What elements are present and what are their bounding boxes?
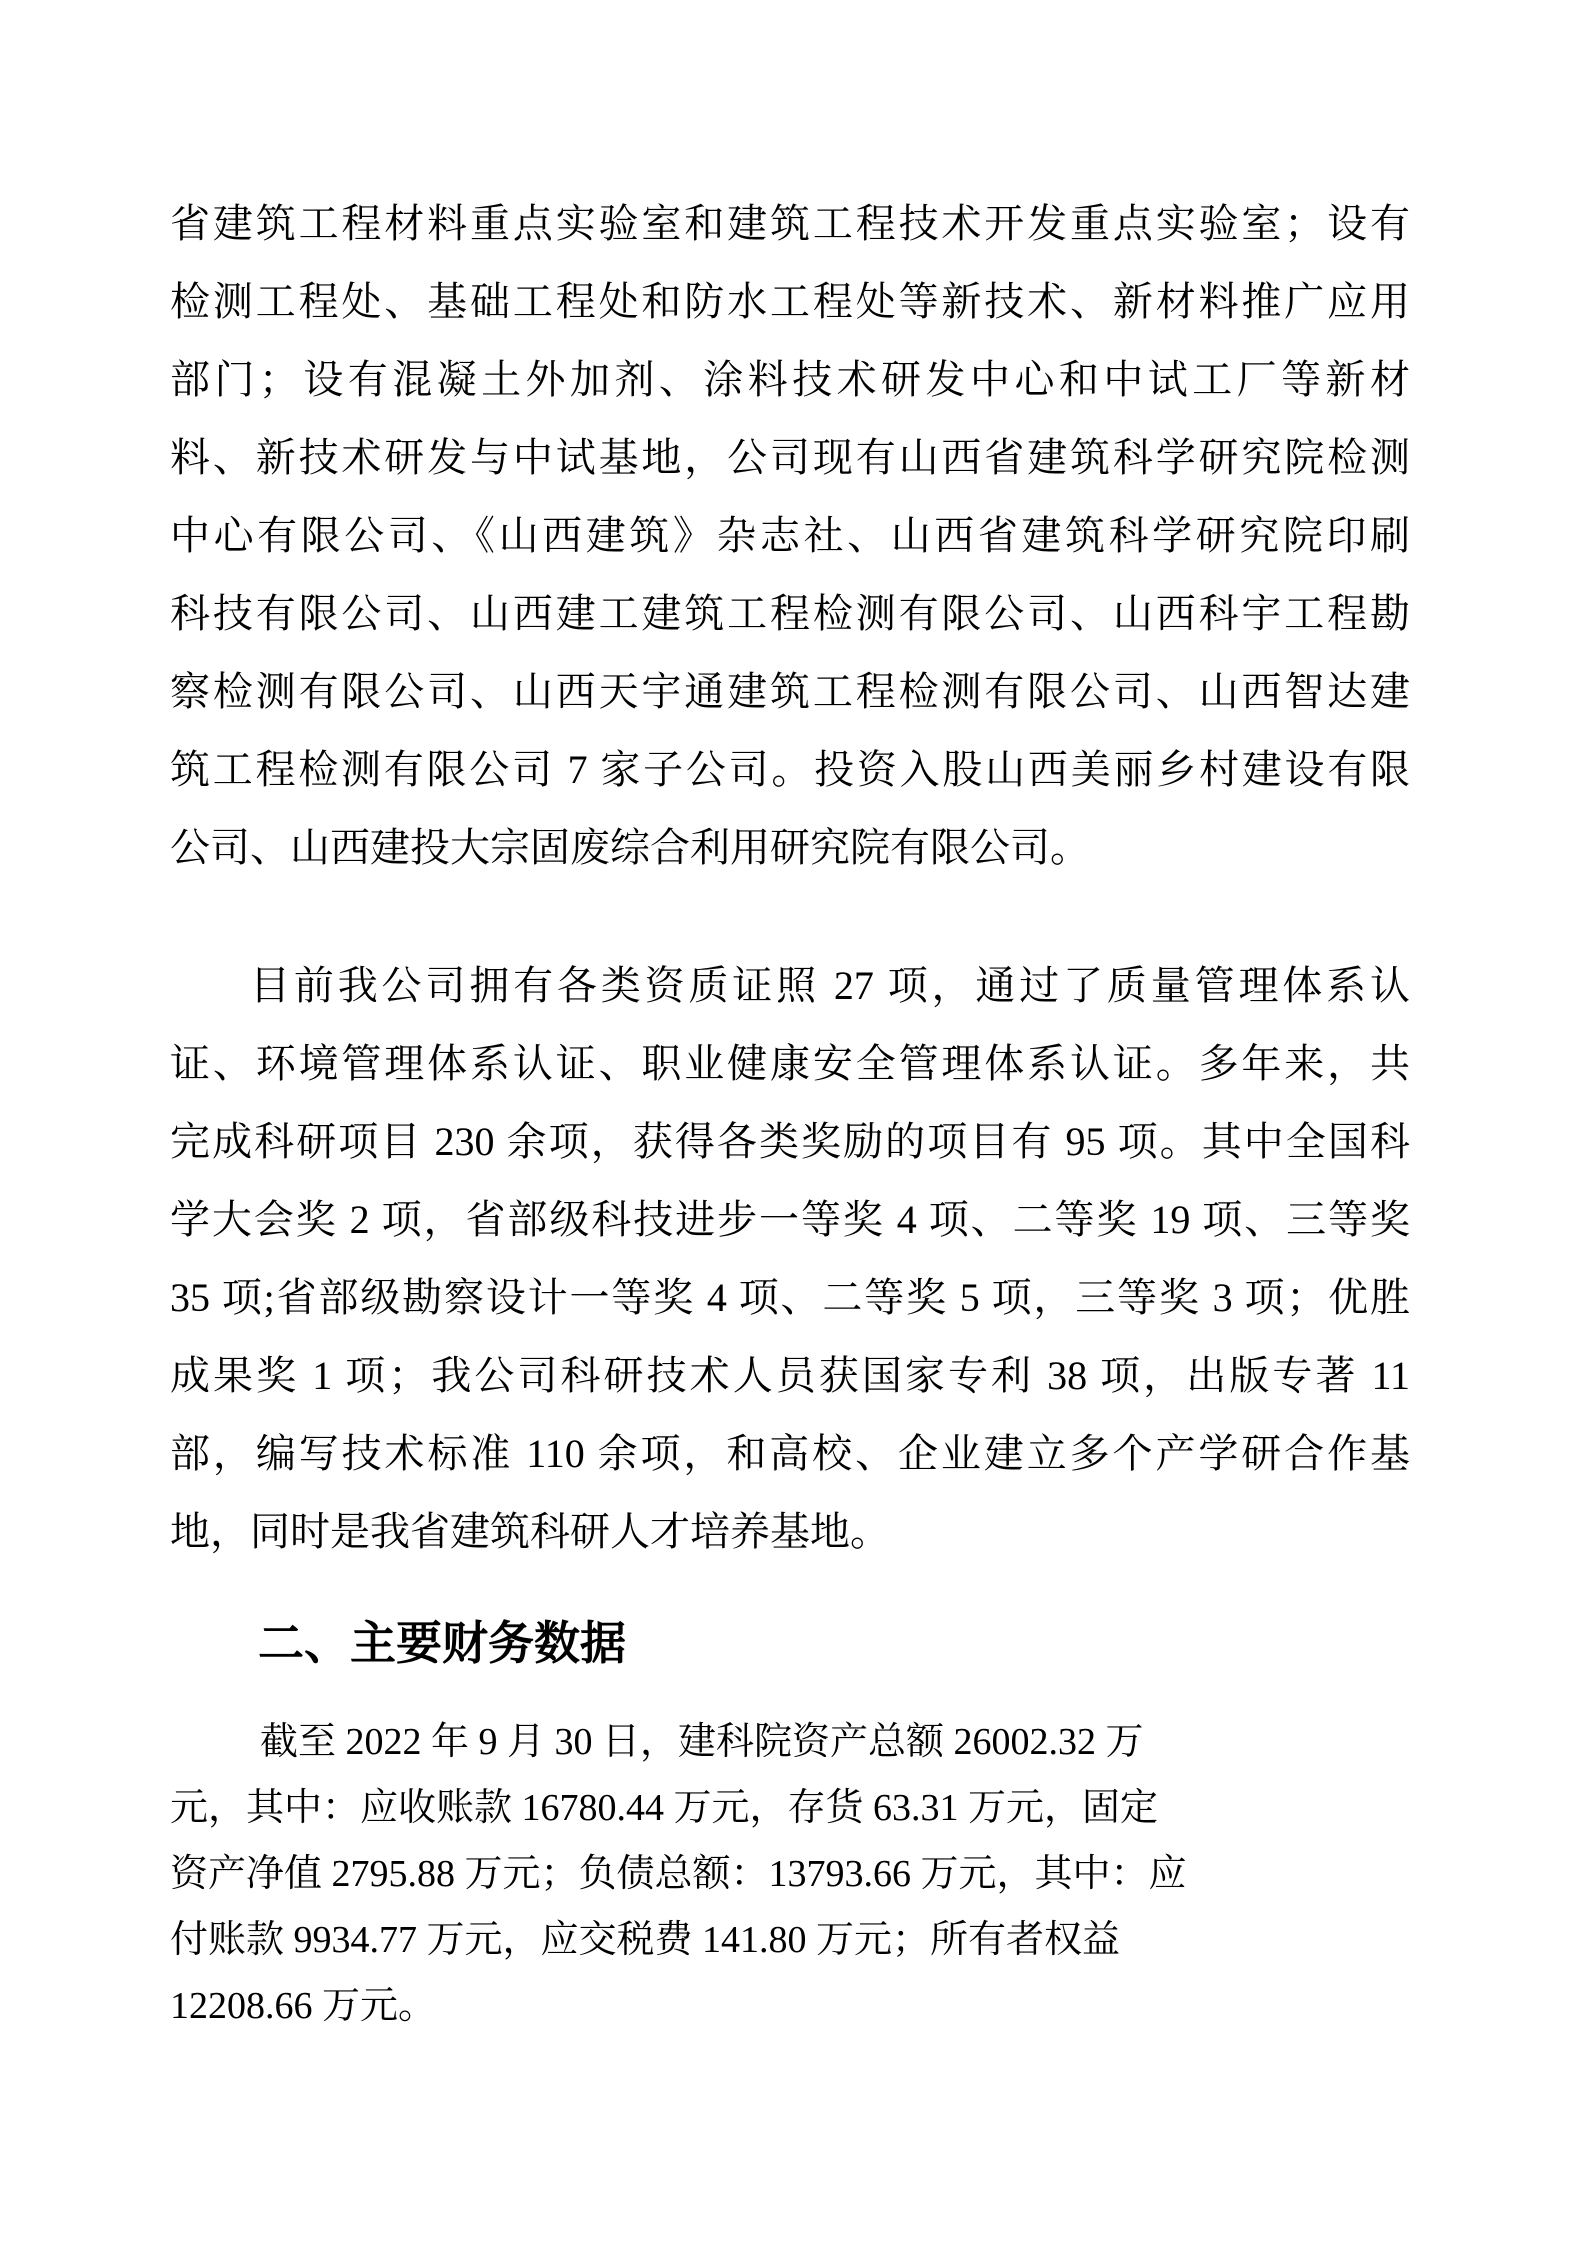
text-line: 付账款 9934.77 万元，应交税费 141.80 万元；所有者权益 <box>170 1919 1121 1961</box>
text-line: 地，同时是我省建筑科研人才培养基地。 <box>170 1509 890 1554</box>
text-line: 省建筑工程材料重点实验室和建筑工程技术开发重点实验室；设有 <box>170 201 1410 246</box>
text-line: 目前我公司拥有各类资质证照 27 项，通过了质量管理体系认 <box>250 963 1410 1008</box>
text-line: 中心有限公司、《山西建筑》杂志社、山西省建筑科学研究院印刷 <box>170 513 1410 558</box>
text-line: 料、新技术研发与中试基地，公司现有山西省建筑科学研究院检测 <box>170 435 1410 480</box>
text-line: 12208.66 万元。 <box>170 1985 437 2027</box>
text-line: 公司、山西建投大宗固废综合利用研究院有限公司。 <box>170 825 1090 870</box>
text-line: 成果奖 1 项；我公司科研技术人员获国家专利 38 项，出版专著 11 <box>170 1353 1410 1398</box>
text-line: 检测工程处、基础工程处和防水工程处等新技术、新材料推广应用 <box>170 279 1410 324</box>
text-line: 截至 2022 年 9 月 30 日，建科院资产总额 26002.32 万 <box>260 1721 1144 1763</box>
text-line: 证、环境管理体系认证、职业健康安全管理体系认证。多年来，共 <box>170 1041 1410 1086</box>
section-heading-financial-data: 二、主要财务数据 <box>258 1617 626 1669</box>
paragraph-financial-data <box>170 1709 1410 2039</box>
paragraph-company-structure <box>170 185 1410 887</box>
text-line: 资产净值 2795.88 万元；负债总额：13793.66 万元，其中：应 <box>170 1853 1187 1895</box>
text-line: 部门；设有混凝土外加剂、涂料技术研发中心和中试工厂等新材 <box>170 357 1410 402</box>
text-line: 35 项;省部级勘察设计一等奖 4 项、二等奖 5 项，三等奖 3 项；优胜 <box>170 1275 1410 1320</box>
text-line: 察检测有限公司、山西天宇通建筑工程检测有限公司、山西智达建 <box>170 669 1410 714</box>
text-line: 筑工程检测有限公司 7 家子公司。投资入股山西美丽乡村建设有限 <box>170 747 1410 792</box>
paragraph-achievements <box>170 947 1410 1571</box>
text-line: 学大会奖 2 项，省部级科技进步一等奖 4 项、二等奖 19 项、三等奖 <box>170 1197 1410 1242</box>
text-line: 部，编写技术标准 110 余项，和高校、企业建立多个产学研合作基 <box>170 1431 1410 1476</box>
text-line: 科技有限公司、山西建工建筑工程检测有限公司、山西科宇工程勘 <box>170 591 1410 636</box>
text-line: 完成科研项目 230 余项，获得各类奖励的项目有 95 项。其中全国科 <box>170 1119 1410 1164</box>
text-line: 元，其中：应收账款 16780.44 万元，存货 63.31 万元，固定 <box>170 1787 1159 1829</box>
